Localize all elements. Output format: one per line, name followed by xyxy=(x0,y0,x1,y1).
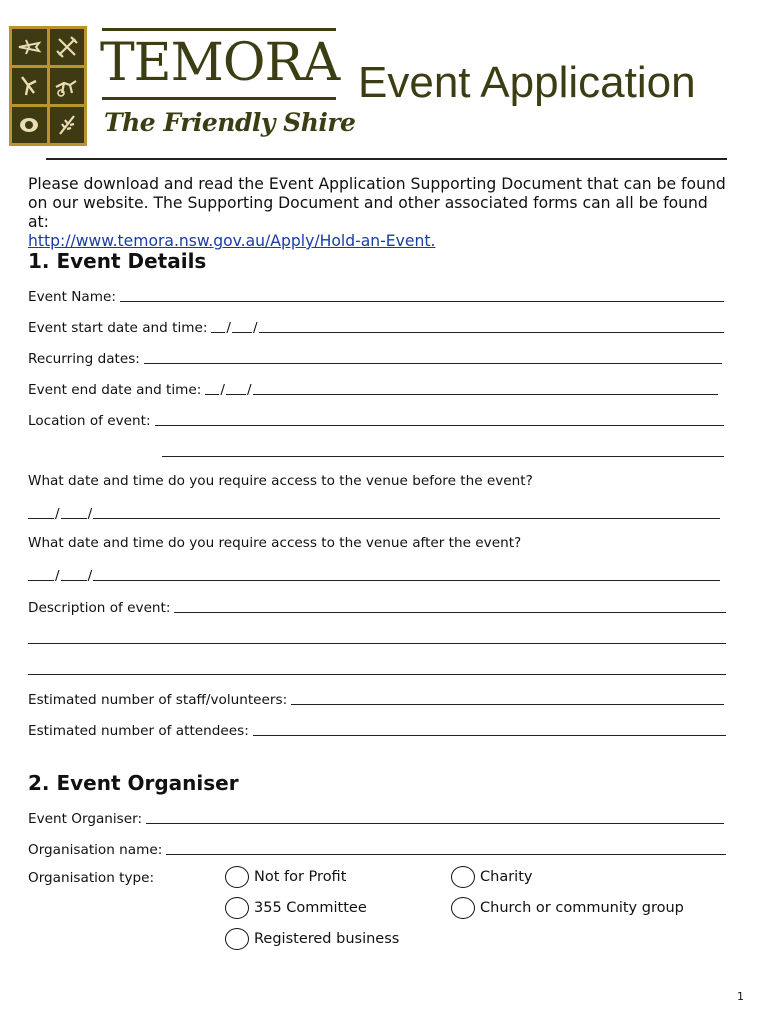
write-line[interactable] xyxy=(291,704,724,705)
staff-count-field[interactable] xyxy=(28,688,724,708)
write-line[interactable] xyxy=(93,518,720,519)
access-after-question: What date and time do you require access to the venue after the event? xyxy=(28,535,522,551)
event-start-field[interactable] xyxy=(28,316,724,336)
option-not-for-profit[interactable] xyxy=(225,866,346,888)
field-label: Recurring dates: xyxy=(28,351,140,367)
field-label: Estimated number of staff/volunteers: xyxy=(28,692,288,708)
option-label: Registered business xyxy=(254,931,400,947)
attendees-count-field[interactable] xyxy=(28,719,726,739)
option-355-committee[interactable] xyxy=(225,897,367,919)
section-heading-event-details: 1. Event Details xyxy=(28,249,207,273)
option-charity[interactable] xyxy=(451,866,532,888)
radio-circle[interactable] xyxy=(225,866,249,888)
radio-circle[interactable] xyxy=(451,897,475,919)
option-label: Charity xyxy=(480,869,533,885)
date-separator: / xyxy=(246,382,252,398)
day-blank[interactable] xyxy=(28,580,54,581)
supporting-document-link[interactable]: http://www.temora.nsw.gov.au/Apply/Hold-an-Event. xyxy=(28,232,436,250)
shire-logo xyxy=(9,26,87,146)
date-separator: / xyxy=(87,568,93,584)
header-divider xyxy=(46,158,727,160)
write-line[interactable] xyxy=(155,425,724,426)
description-continuation-field[interactable] xyxy=(28,627,726,647)
sheep-icon xyxy=(12,107,47,143)
month-blank[interactable] xyxy=(232,332,252,333)
write-line[interactable] xyxy=(174,612,726,613)
access-before-question: What date and time do you require access to the venue before the event? xyxy=(28,473,533,489)
field-label: Event Name: xyxy=(28,289,116,305)
option-registered-business[interactable] xyxy=(225,928,399,950)
date-separator: / xyxy=(55,568,60,584)
event-organiser-field[interactable] xyxy=(28,807,724,827)
field-label: Event end date and time: xyxy=(28,382,202,398)
date-separator: / xyxy=(253,320,258,336)
intro-line: on our website. The Supporting Document and other associated forms can all be found at: xyxy=(28,194,708,231)
description-field[interactable] xyxy=(28,596,726,616)
intro-line: Please download and read the Event Application Supporting Document that can be found xyxy=(28,175,726,193)
organisation-name-field[interactable] xyxy=(28,838,726,858)
write-line[interactable] xyxy=(28,674,726,675)
month-blank[interactable] xyxy=(226,394,246,395)
wheat-icon xyxy=(50,107,85,143)
date-separator: / xyxy=(87,506,93,522)
recurring-dates-field[interactable] xyxy=(28,347,722,367)
option-label: Church or community group xyxy=(480,900,684,916)
day-blank[interactable] xyxy=(211,332,225,333)
field-label: Organisation name: xyxy=(28,842,163,858)
date-separator: / xyxy=(226,320,232,336)
plane-icon xyxy=(12,29,47,65)
access-after-field[interactable] xyxy=(28,564,720,584)
write-line[interactable] xyxy=(120,301,724,302)
intro-paragraph xyxy=(28,175,728,251)
page-number: 1 xyxy=(737,990,744,1003)
date-separator: / xyxy=(220,382,225,398)
month-blank[interactable] xyxy=(61,580,87,581)
field-label: Event start date and time: xyxy=(28,320,208,336)
field-label: Description of event: xyxy=(28,600,171,616)
month-blank[interactable] xyxy=(61,518,87,519)
organisation-type-label: Organisation type: xyxy=(28,870,155,886)
write-line[interactable] xyxy=(93,580,720,581)
tools-icon xyxy=(50,29,85,65)
brand-name: TEMORA xyxy=(100,33,340,93)
option-label: 355 Committee xyxy=(254,900,367,916)
location-field[interactable] xyxy=(28,409,724,429)
radio-circle[interactable] xyxy=(225,897,249,919)
write-line[interactable] xyxy=(144,363,722,364)
document-title: Event Application xyxy=(358,58,696,107)
write-line[interactable] xyxy=(146,823,724,824)
event-end-field[interactable] xyxy=(28,378,718,398)
radio-circle[interactable] xyxy=(451,866,475,888)
write-line[interactable] xyxy=(253,735,726,736)
field-label: Location of event: xyxy=(28,413,151,429)
radio-circle[interactable] xyxy=(225,928,249,950)
brand-rule xyxy=(102,97,336,100)
write-line[interactable] xyxy=(253,394,718,395)
field-label: Estimated number of attendees: xyxy=(28,723,249,739)
day-blank[interactable] xyxy=(28,518,54,519)
section-heading-event-organiser: 2. Event Organiser xyxy=(28,771,239,795)
write-line[interactable] xyxy=(28,643,726,644)
description-continuation-field[interactable] xyxy=(28,658,726,678)
option-church-community-group[interactable] xyxy=(451,897,684,919)
write-line[interactable] xyxy=(166,854,726,855)
access-before-field[interactable] xyxy=(28,502,720,522)
date-separator: / xyxy=(55,506,60,522)
harness-racing-icon xyxy=(50,68,85,104)
day-blank[interactable] xyxy=(205,394,219,395)
wheat-sheaf-icon xyxy=(12,68,47,104)
option-label: Not for Profit xyxy=(254,869,347,885)
event-name-field[interactable] xyxy=(28,285,724,305)
brand-tagline: The Friendly Shire xyxy=(104,108,356,137)
location-continuation-field[interactable] xyxy=(162,440,724,460)
field-label: Event Organiser: xyxy=(28,811,143,827)
write-line[interactable] xyxy=(162,456,724,457)
write-line[interactable] xyxy=(259,332,724,333)
